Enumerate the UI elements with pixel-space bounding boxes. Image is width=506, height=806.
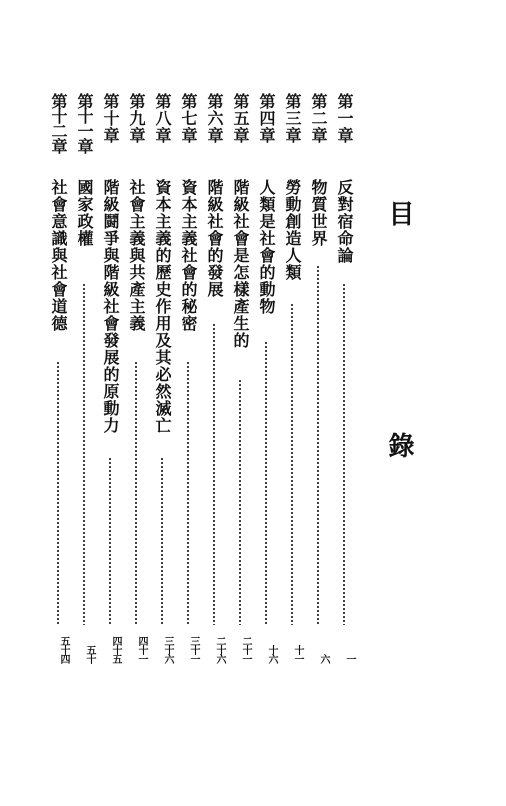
toc-entry-12 [47,93,69,663]
dot-leader [83,283,85,625]
page-number: 二十一 [240,636,251,663]
dot-leader [317,265,319,625]
chapter-label: 第五章 [231,93,250,144]
chapter-title: 階級社會是怎樣產生的 [231,179,250,349]
chapter-label: 第九章 [127,93,146,144]
page-number: 四十五 [110,636,121,663]
toc-entry-4 [255,93,277,663]
chapter-title: 社會意識與社會道德 [49,179,68,332]
page-number: 六 [318,654,329,663]
page-number: 十六 [266,645,277,663]
chapter-title: 資本主義社會的秘密 [179,179,198,332]
chapter-title: 反對宿命論 [335,179,354,264]
page-number: 十一 [292,645,303,663]
toc-entry-1 [333,93,355,663]
dot-leader [265,341,267,625]
dot-leader [213,323,215,625]
dot-leader [161,457,163,625]
chapter-title: 人類是社會的動物 [257,179,276,315]
chapter-label: 第二章 [309,93,328,144]
dot-leader [239,379,241,625]
page-number: 五十 [84,645,95,663]
chapter-label: 第一章 [335,93,354,144]
chapter-title: 勞動創造人類 [283,179,302,281]
dot-leader [109,457,111,625]
toc-entry-6 [203,93,225,663]
toc-entry-2 [307,93,329,663]
page-number: 三十一 [188,636,199,663]
toc-entry-7 [177,93,199,663]
chapter-label: 第十一章 [75,93,94,153]
toc-entry-9 [125,93,147,663]
page-number: 一 [344,654,355,663]
chapter-label: 第七章 [179,93,198,144]
chapter-title: 物質世界 [309,179,328,247]
chapter-title: 社會主義與共產主義 [127,179,146,332]
page-number: 二十六 [214,636,225,663]
dot-leader [135,361,137,625]
dot-leader [57,361,59,625]
chapter-label: 第八章 [153,93,172,144]
table-of-contents [47,93,355,663]
toc-entry-8 [151,93,173,663]
chapter-label: 第十二章 [49,93,68,153]
dot-leader [343,283,345,625]
chapter-title: 資本主義的歷史作用及其必然滅亡 [153,179,172,434]
chapter-title: 階級鬪爭與階級社會發展的原動力 [101,179,120,434]
chapter-label: 第三章 [283,93,302,144]
toc-entry-5 [229,93,251,663]
chapter-label: 第十章 [101,93,120,144]
chapter-title: 階級社會的發展 [205,179,224,298]
page-number: 四十一 [136,636,147,663]
toc-entry-10 [99,93,121,663]
dot-leader [187,361,189,625]
page-number: 五十四 [58,636,69,663]
toc-entry-3 [281,93,303,663]
toc-heading: 目 錄 [384,200,414,548]
dot-leader [291,303,293,625]
chapter-label: 第六章 [205,93,224,144]
toc-entry-11 [73,93,95,663]
chapter-title: 國家政權 [75,179,94,247]
chapter-label: 第四章 [257,93,276,144]
page-number: 三十六 [162,636,173,663]
